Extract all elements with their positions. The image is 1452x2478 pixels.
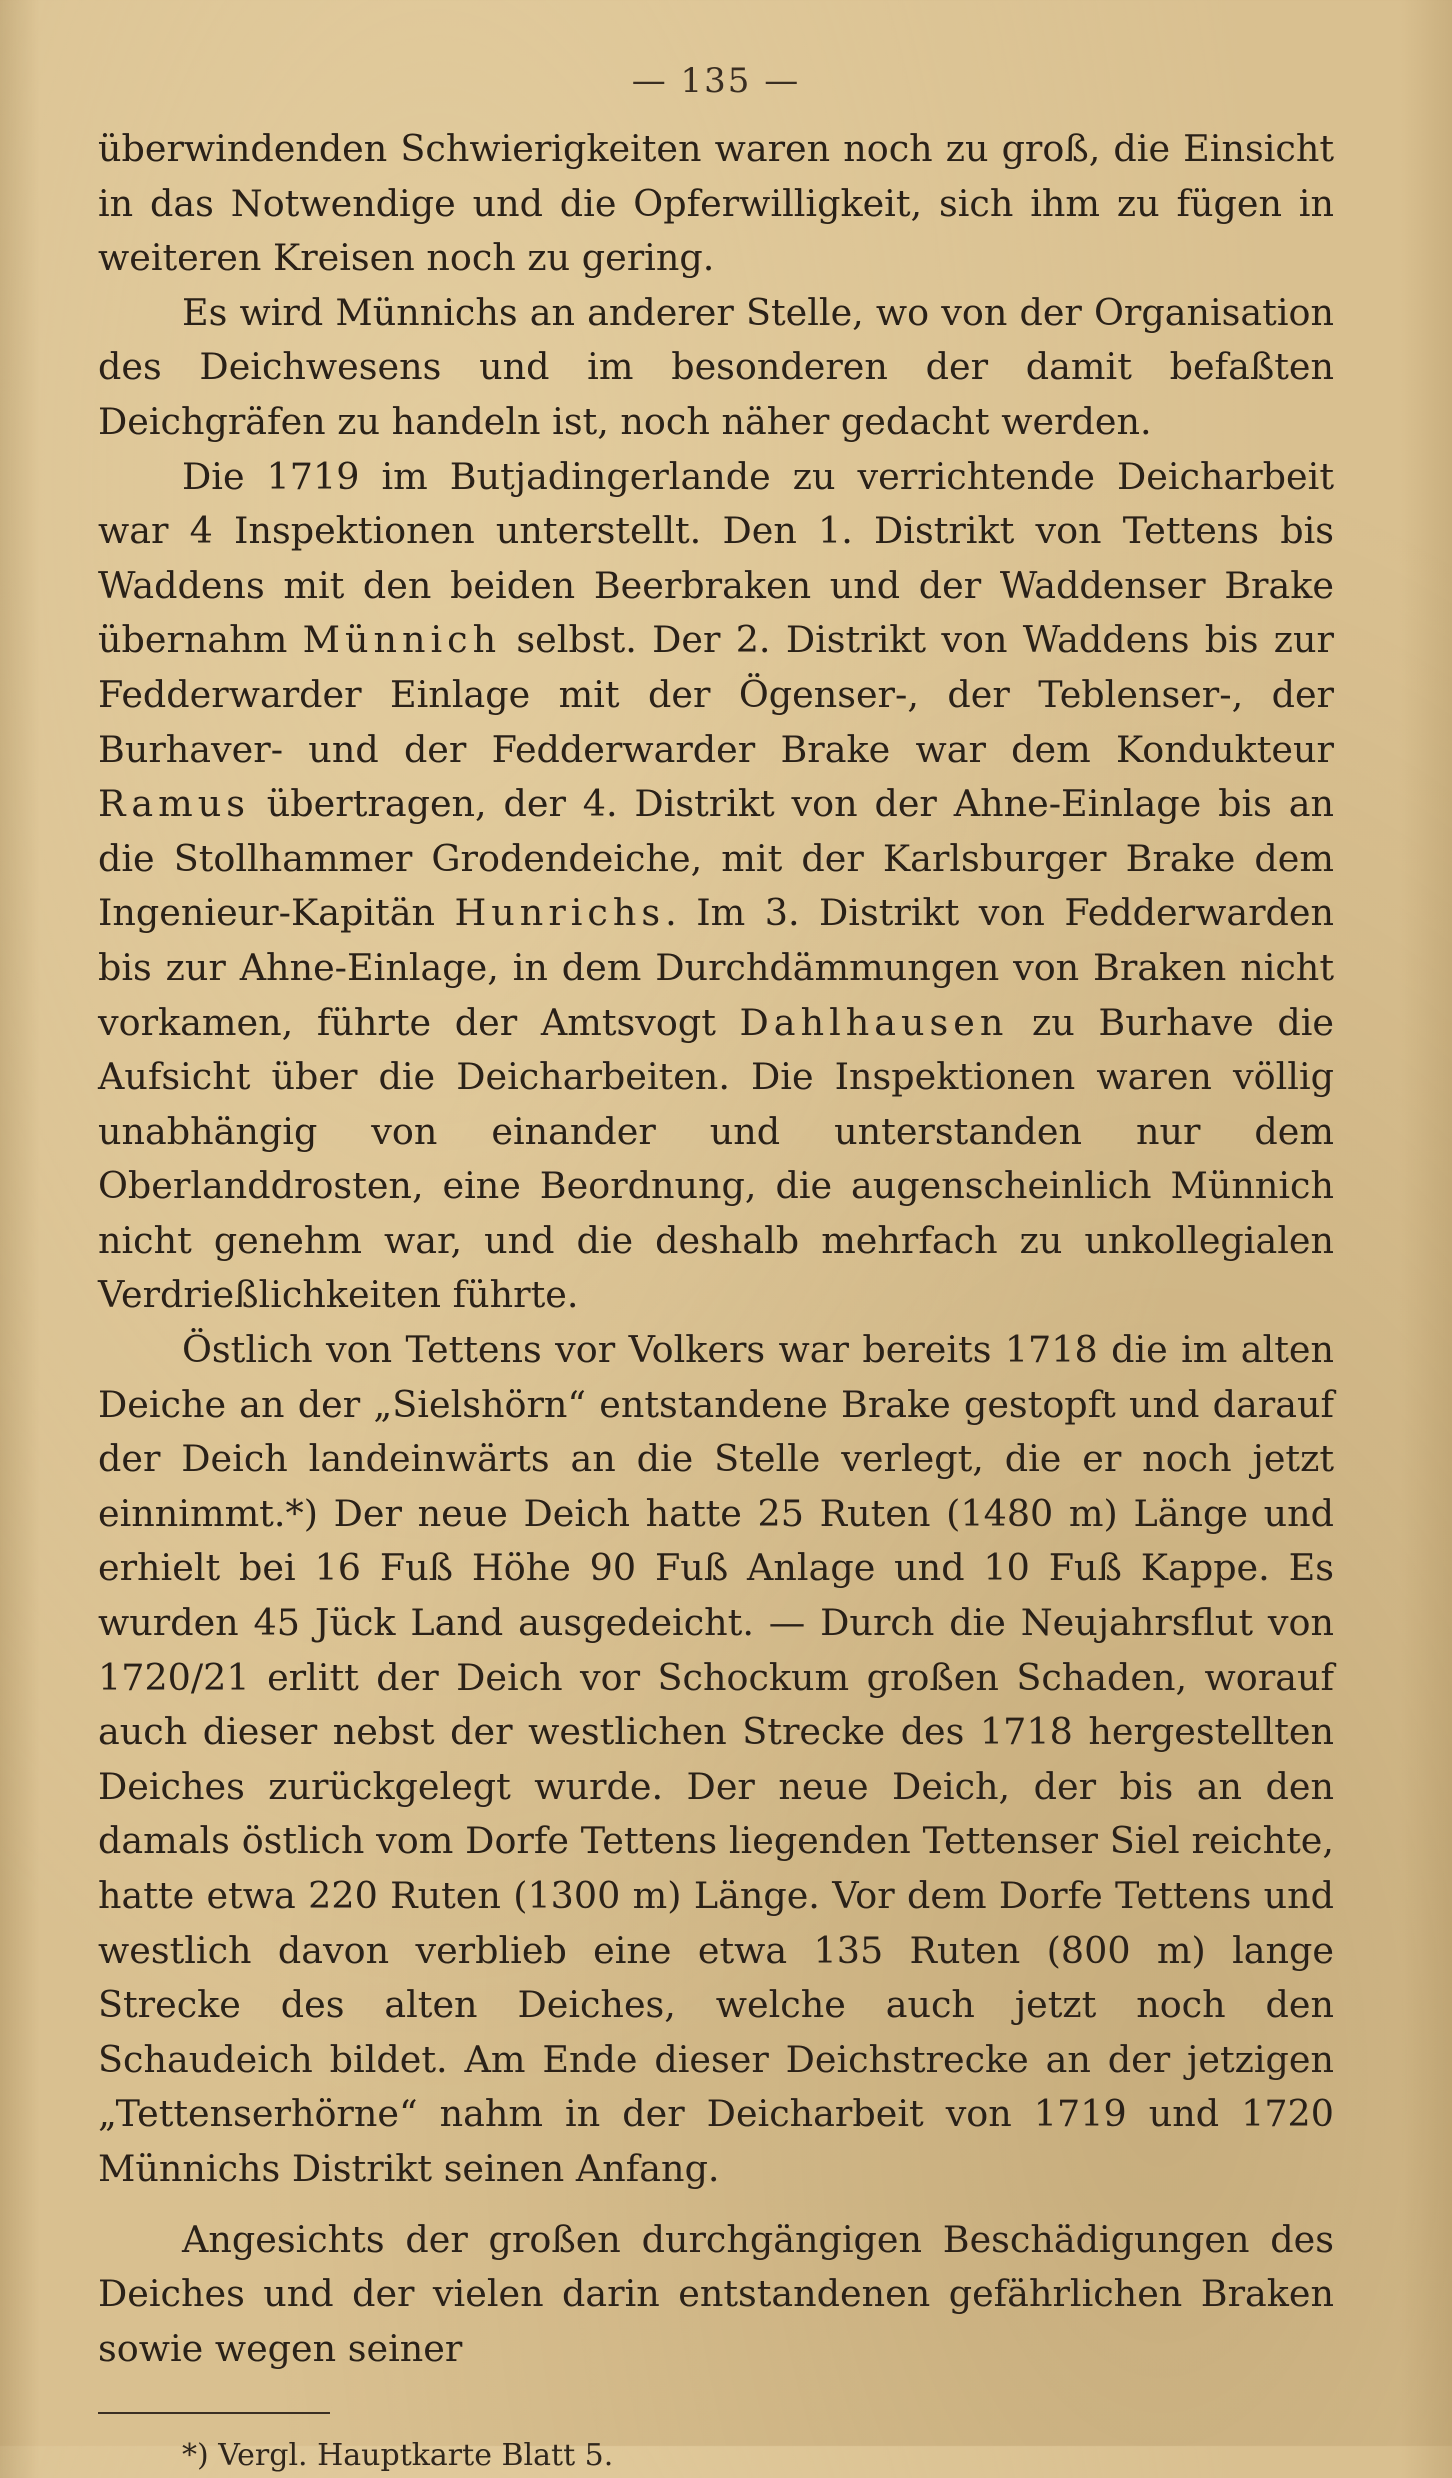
person-name-muennich: Münnich	[302, 618, 502, 662]
person-name-hunrichs: Hunrichs	[454, 891, 666, 935]
body-text	[98, 122, 1334, 2376]
paragraph-3-text-a: Die 1719 im Butjadingerlande zu verrichtende Deicharbeit war 4 Inspektionen unterstellt. Den 1. Distrikt von Tettens bis Waddens mit den beiden Beerbraken und der Waddenser Brake übernahm	[98, 454, 1334, 662]
paragraph-1: überwindenden Schwierigkeiten waren noch zu groß, die Einsicht in das Notwendige und die Opferwilligkeit, sich ihm zu fügen in weiteren Kreisen noch zu gering.	[98, 127, 1334, 280]
document-page	[98, 40, 1335, 2474]
paragraph-3	[98, 450, 1334, 1324]
paragraph-3-text-e: zu Burhave die Aufsicht über die Deicharbeiten. Die Inspektionen waren völlig unabhängig von einander und unterstanden nur dem Oberlanddrosten, eine Beordnung, die augenscheinlich Münnich nicht genehm war, und die deshalb mehrfach zu unkollegialen Verdrießlichkeiten führte.	[98, 1000, 1335, 1317]
person-name-dahlhausen: Dahlhausen	[739, 1000, 1009, 1044]
paragraph-2: Es wird Münnichs an anderer Stelle, wo von der Organisation des Deichwesens und im besonderen der damit befaßten Deichgräfen zu handeln ist, noch näher gedacht werden.	[98, 290, 1334, 443]
footnote-divider	[98, 2412, 330, 2414]
paragraph-3-text-b: selbst. Der 2. Distrikt von Waddens bis zur Fedderwarder Einlage mit der Ögenser-, der Teblenser-, der Burhaver- und der Fedderwarder Brake war dem Kondukteur	[98, 618, 1334, 771]
footnote: *) Vergl. Hauptkarte Blatt 5.	[182, 2438, 614, 2474]
person-name-ramus: Ramus	[98, 782, 250, 826]
paragraph-3-text-c: übertragen, der 4. Distrikt von der Ahne-Einlage bis an die Stollhammer Grodendeiche, mit der Karlsburger Brake dem Ingenieur-Kapitän	[98, 782, 1334, 935]
page-number: — 135 —	[631, 61, 801, 101]
paragraph-5: Angesichts der großen durchgängigen Beschädigungen des Deiches und der vielen darin entstandenen gefährlichen Braken sowie wegen seiner	[98, 2217, 1334, 2370]
paragraph-3-text-d: . Im 3. Distrikt von Fedderwarden bis zur Ahne-Einlage, in dem Durchdämmungen von Braken nicht vorkamen, führte der Amtsvogt	[98, 891, 1334, 1044]
paragraph-4: Östlich von Tettens vor Volkers war bereits 1718 die im alten Deiche an der „Sielshörn“ entstandene Brake gestopft und darauf der Deich landeinwärts an die Stelle verlegt, die er noch jetzt einnimmt.*) Der neue Deich hatte 25 Ruten (1480 m) Länge und erhielt bei 16 Fuß Höhe 90 Fuß Anlage und 10 Fuß Kappe. Es wurden 45 Jück Land ausgedeicht. — Durch die Neujahrsflut von 1720/21 erlitt der Deich vor Schockum großen Schaden, worauf auch dieser nebst der westlichen Strecke des 1718 hergestellten Deiches zurückgelegt wurde. Der neue Deich, der bis an den damals östlich vom Dorfe Tettens liegenden Tettenser Siel reichte, hatte etwa 220 Ruten (1300 m) Länge. Vor dem Dorfe Tettens und westlich davon verblieb eine etwa 135 Ruten (800 m) lange Strecke des alten Deiches, welche auch jetzt noch den Schaudeich bildet. Am Ende dieser Deichstrecke an der jetzigen „Tettenserhörne“ nahm in der Deicharbeit von 1719 und 1720 Münnichs Distrikt seinen Anfang.	[98, 1328, 1334, 2190]
